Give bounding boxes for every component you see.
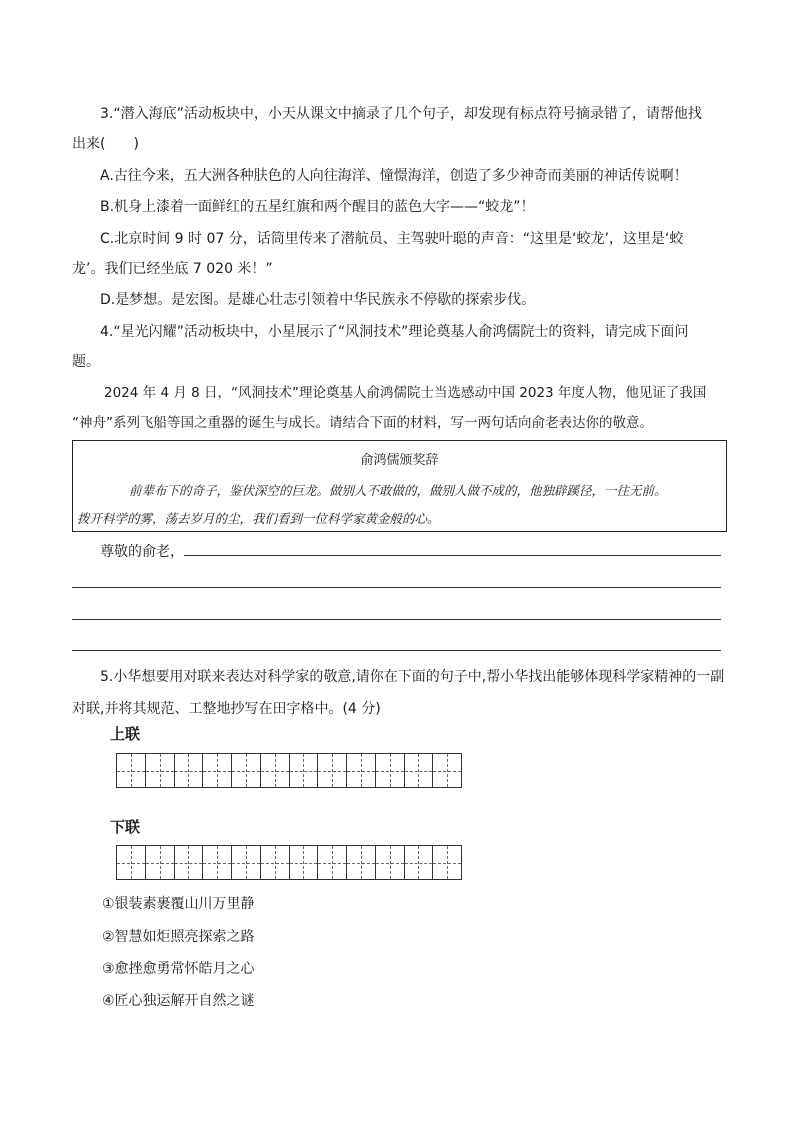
answer-line-2[interactable] <box>72 587 721 588</box>
q3-option-c-cont: 龙’。我们已经坐底 7 020 米！” <box>72 261 273 277</box>
grid-cell[interactable] <box>347 846 376 879</box>
couplet-choice-2: ②智慧如炬照亮探索之路 <box>102 929 255 945</box>
q4-stem-line2: 题。 <box>72 354 100 370</box>
grid-cell[interactable] <box>405 754 434 787</box>
grid-cell[interactable] <box>376 846 405 879</box>
upper-couplet-label: 上联 <box>110 725 141 743</box>
q4-material-line2: “神舟”系列飞船等国之重器的诞生与成长。请结合下面的材料，写一两句话向俞老表达你的敬意。 <box>72 415 653 431</box>
grid-cell[interactable] <box>146 754 175 787</box>
grid-cell[interactable] <box>376 754 405 787</box>
q3-option-b[interactable]: B.机身上漆着一面鲜红的五星红旗和两个醒目的蓝色大字——“蛟龙”！ <box>100 199 535 215</box>
grid-cell[interactable] <box>318 846 347 879</box>
couplet-choice-3: ③愈挫愈勇常怀皓月之心 <box>102 961 255 977</box>
lower-couplet-label: 下联 <box>110 818 141 836</box>
q5-stem-line2: 对联,并将其规范、工整地抄写在田字格中。(4 分) <box>72 701 381 717</box>
answer-line-1[interactable] <box>184 555 721 556</box>
grid-cell[interactable] <box>347 754 376 787</box>
q3-stem-line1: 3.“潜入海底”活动板块中，小天从课文中摘录了几个句子，却发现有标点符号摘录错了，请帮他找 <box>100 106 702 122</box>
grid-cell[interactable] <box>261 754 290 787</box>
grid-cell[interactable] <box>117 754 146 787</box>
q3-option-c[interactable]: C.北京时间 9 时 07 分，话筒里传来了潜航员、主驾驶叶聪的声音：“这里是‘蛟龙’，这里是‘蛟 <box>100 231 684 247</box>
grid-cell[interactable] <box>290 846 319 879</box>
q3-stem-line2: 出来( ) <box>72 136 139 152</box>
q5-stem-line1: 5.小华想要用对联来表达对科学家的敬意,请你在下面的句子中,帮小华找出能够体现科学家精神的一副 <box>100 669 725 685</box>
grid-cell[interactable] <box>175 754 204 787</box>
grid-cell[interactable] <box>203 846 232 879</box>
grid-cell[interactable] <box>117 846 146 879</box>
lower-couplet-grid[interactable] <box>116 845 462 880</box>
couplet-choice-4: ④匠心独运解开自然之谜 <box>102 993 255 1009</box>
grid-cell[interactable] <box>290 754 319 787</box>
couplet-choice-1: ①银装素裹覆山川万里静 <box>102 896 255 912</box>
grid-cell[interactable] <box>175 846 204 879</box>
grid-cell[interactable] <box>232 846 261 879</box>
grid-cell[interactable] <box>433 754 461 787</box>
q3-option-d[interactable]: D.是梦想。是宏图。是雄心壮志引领着中华民族永不停歇的探索步伐。 <box>100 292 536 308</box>
q4-stem-line1: 4.“星光闪耀”活动板块中，小星展示了“风洞技术”理论奠基人俞鸿儒院士的资料，请完成下面问 <box>100 324 689 340</box>
award-speech-line2: 拨开科学的雾，荡去岁月的尘，我们看到一位科学家黄金般的心。 <box>77 511 440 526</box>
answer-line-4[interactable] <box>72 650 721 651</box>
grid-cell[interactable] <box>433 846 461 879</box>
q4-material-line1: 2024 年 4 月 8 日，“风洞技术”理论奠基人俞鸿儒院士当选感动中国 2023 年度人物，他见证了我国 <box>104 385 707 401</box>
award-speech-line1: 前辈布下的奇子，鉴伏深空的巨龙。做别人不敢做的，做别人做不成的，他独辟蹊径，一往无前。 <box>129 483 667 498</box>
award-speech-title: 俞鸿儒颁奖辞 <box>360 453 439 468</box>
grid-cell[interactable] <box>405 846 434 879</box>
grid-cell[interactable] <box>232 754 261 787</box>
upper-couplet-grid[interactable] <box>116 753 462 788</box>
grid-cell[interactable] <box>261 846 290 879</box>
answer-line-3[interactable] <box>72 619 721 620</box>
grid-cell[interactable] <box>146 846 175 879</box>
q3-option-a[interactable]: A.古往今来，五大洲各种肤色的人向往海洋、憧憬海洋，创造了多少神奇而美丽的神话传说啊！ <box>100 168 688 184</box>
award-speech-box <box>72 440 727 532</box>
grid-cell[interactable] <box>318 754 347 787</box>
answer-prefix: 尊敬的俞老， <box>100 544 184 560</box>
grid-cell[interactable] <box>203 754 232 787</box>
